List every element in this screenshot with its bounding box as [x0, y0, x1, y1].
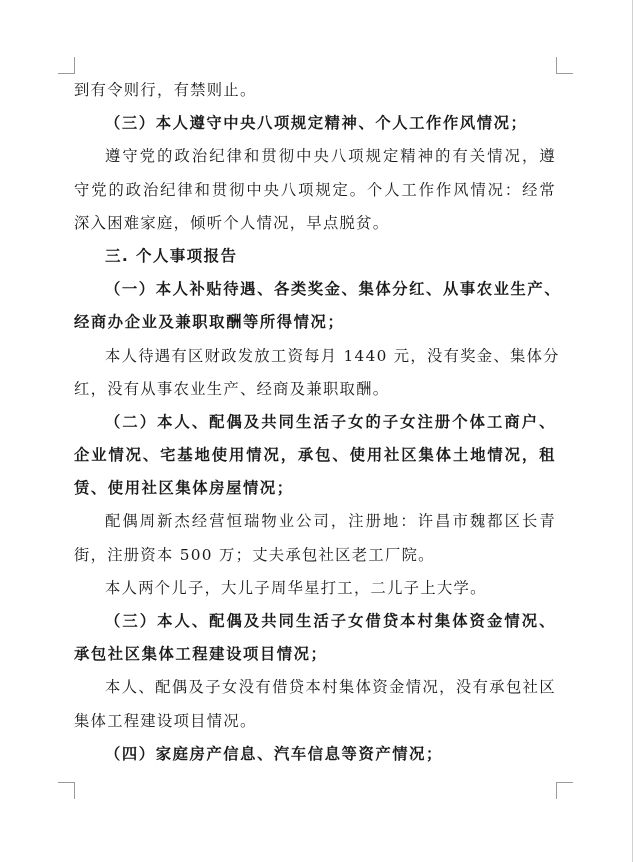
paragraph-line: 集体工程建设项目情况。: [74, 711, 257, 730]
subheading-line: 赁、使用社区集体房屋情况；: [74, 479, 294, 498]
subheading-line: （四）家庭房产信息、汽车信息等资产情况；: [105, 744, 443, 763]
paragraph-line: 深入困难家庭，倾听个人情况，早点脱贫。: [74, 213, 390, 232]
subheading-line: （三）本人遵守中央八项规定精神、个人工作作风情况；: [105, 114, 528, 133]
subheading-line: （三）本人、配偶及共同生活子女借贷本村集体资金情况、: [105, 612, 556, 630]
paragraph-line: 本人待遇有区财政发放工资每月 1440 元，没有奖金、集体分: [105, 346, 560, 365]
paragraph-line: 守党的政治纪律和贯彻中央八项规定。个人工作作风情况：经常: [74, 180, 556, 199]
crop-mark-bottom-left: [58, 782, 75, 799]
crop-mark-top-left: [58, 57, 75, 74]
section-heading: 三. 个人事项报告: [105, 246, 238, 265]
paragraph-line: 本人、配偶及子女没有借贷本村集体资金情况，没有承包社区: [105, 678, 556, 697]
subheading-line: 经商办企业及兼职取酬等所得情况；: [74, 313, 345, 332]
paragraph-line: 到有令则行，有禁则止。: [74, 81, 257, 99]
subheading-line: 企业情况、宅基地使用情况，承包、使用社区集体土地情况，租: [74, 446, 556, 465]
document-body: [74, 74, 562, 771]
subheading-line: （一）本人补贴待遇、各类奖金、集体分红、从事农业生产、: [105, 280, 562, 299]
paragraph-line: 本人两个儿子，大儿子周华星打工，二儿子上大学。: [105, 578, 487, 597]
subheading-line: 承包社区集体工程建设项目情况；: [74, 645, 328, 664]
crop-mark-top-right: [556, 57, 573, 74]
subheading-line: （二）本人、配偶及共同生活子女的子女注册个体工商户、: [105, 412, 556, 431]
paragraph-line: 配偶周新杰经营恒瑞物业公司，注册地：许昌市魏都区长青: [105, 512, 556, 531]
paragraph-line: 红，没有从事农业生产、经商及兼职取酬。: [74, 379, 390, 398]
crop-mark-bottom-right: [556, 782, 573, 799]
paragraph-line: 街，注册资本 500 万；丈夫承包社区老工厂院。: [74, 545, 435, 564]
paragraph-line: 遵守党的政治纪律和贯彻中央八项规定精神的有关情况，遵: [105, 147, 556, 166]
